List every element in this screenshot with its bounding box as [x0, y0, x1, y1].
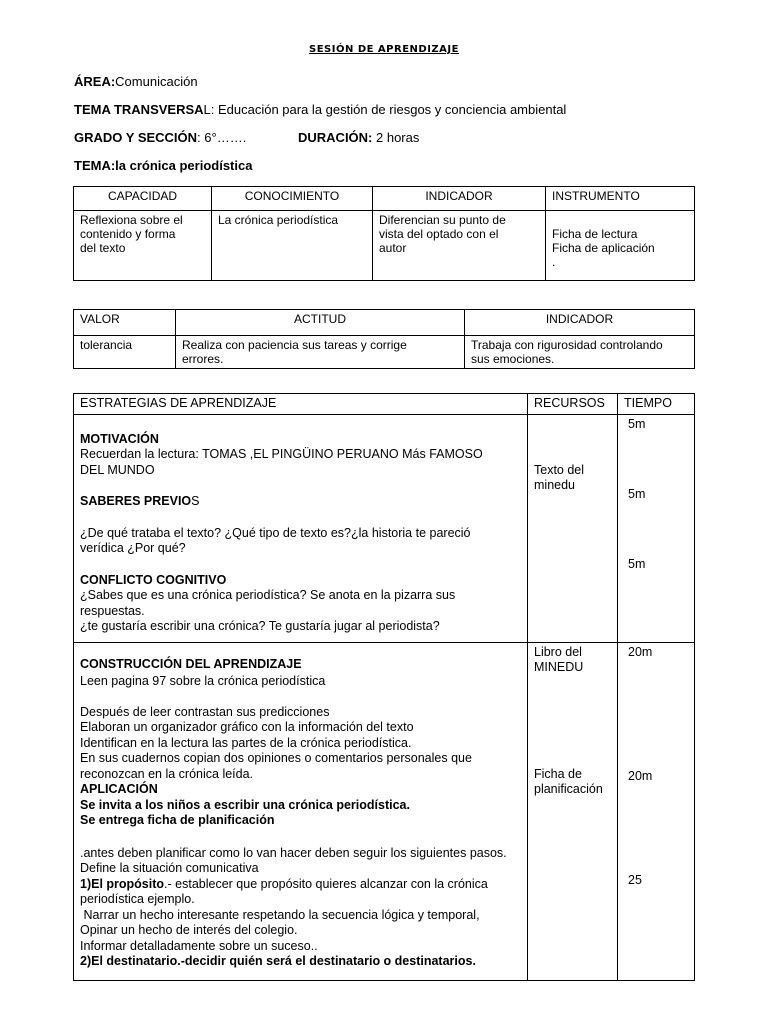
destinatario-line: 2)El destinatario.-decidir quién será el destinatario o destinatarios. — [80, 954, 476, 968]
conflicto-line: ¿te gustaría escribir una crónica? Te gustaría jugar al periodista? — [80, 619, 440, 633]
tema-label: TEMA: — [74, 158, 116, 173]
header-conocimiento: CONOCIMIENTO — [212, 187, 373, 211]
motivacion-line: DEL MUNDO — [80, 462, 155, 477]
antes-line: Define la situación comunicativa — [80, 861, 259, 875]
indicador2-line: Trabaja con rigurosidad controlando — [471, 338, 663, 352]
cell-capacidad — [74, 211, 212, 281]
proposito-text-line: Narrar un hecho interesante respetando la secuencia lógica y temporal, — [80, 907, 480, 922]
cell-indicador-2 — [465, 336, 695, 369]
motivacion-line: Recuerdan la lectura: TOMAS ,EL PINGÜINO PERUANO Más FAMOSO — [80, 447, 483, 461]
grado-value: : 6°……. — [197, 130, 247, 145]
despues-line: Identifican en la lectura las partes de la crónica periodística. — [80, 735, 412, 750]
area-value: Comunicación — [115, 74, 198, 89]
proposito-text-line: periodística ejemplo. — [80, 892, 195, 906]
area-line — [74, 74, 198, 89]
saberes-line: verídica ¿Por qué? — [80, 541, 186, 555]
instrumento-line: Ficha de aplicación — [552, 241, 655, 255]
despues-line: Elaboran un organizador gráfico con la información del texto — [80, 720, 414, 734]
proposito-rest: .- establecer que propósito quieres alcanzar con la crónica — [164, 876, 488, 891]
duracion-label: DURACIÓN: — [298, 130, 373, 145]
header-capacidad: CAPACIDAD — [74, 187, 212, 211]
proposito-bold: 1)El propósito — [80, 876, 165, 891]
motivacion-heading: MOTIVACIÓN — [80, 431, 159, 446]
capacidad-line: contenido y forma — [80, 227, 176, 241]
cell-indicador — [373, 211, 546, 281]
conocimiento-text: La crónica periodística — [218, 213, 339, 227]
saberes-heading — [80, 494, 521, 510]
aplicacion-line: Se entrega ficha de planificación — [80, 813, 275, 827]
tema-line — [74, 158, 252, 173]
recursos2-line: planificación — [534, 782, 603, 796]
cell-tiempo-2 — [618, 642, 695, 980]
saberes-heading-rest: S — [191, 494, 200, 508]
conflicto-line: ¿Sabes que es una crónica periodística? Se anota en la pizarra sus — [80, 588, 456, 602]
construccion-heading: CONSTRUCCIÓN DEL APRENDIZAJE — [80, 656, 302, 671]
antes-line: .antes deben planificar como lo van hacer deben seguir los siguientes pasos. — [80, 845, 507, 860]
recursos2-line: MINEDU — [534, 660, 584, 674]
cell-instrumento — [546, 211, 695, 281]
tema-value: la crónica periodística — [115, 158, 253, 173]
header-valor: VALOR — [74, 310, 176, 336]
header-indicador: INDICADOR — [373, 187, 546, 211]
header-instrumento: INSTRUMENTO — [546, 187, 695, 211]
tiempo-value: 5m — [628, 487, 646, 501]
header-actitud: ACTITUD — [176, 310, 465, 336]
actitud-line: errores. — [182, 352, 224, 366]
cell-estrategias-1 — [74, 414, 528, 642]
cell-recursos-1 — [528, 414, 618, 642]
cell-recursos-2 — [528, 642, 618, 980]
instrumento-line: . — [552, 255, 556, 269]
cell-valor — [74, 336, 176, 369]
capacidad-line: del texto — [80, 241, 126, 255]
tiempo2-value: 20m — [628, 769, 653, 783]
proposito-text-line: Informar detalladamente sobre un suceso.. — [80, 938, 318, 953]
valor-table — [73, 309, 695, 369]
capacidad-table — [73, 186, 695, 281]
conflicto-line: respuestas. — [80, 603, 145, 618]
indicador2-line: sus emociones. — [471, 352, 555, 366]
despues-line: En sus cuadernos copian dos opiniones o comentarios personales que — [80, 751, 472, 765]
tiempo-value: 5m — [628, 556, 646, 571]
indicador-line: vista del optado con el — [379, 227, 499, 241]
proposito-line — [80, 877, 521, 893]
aplicacion-line: Se invita a los niños a escribir una crónica periodística. — [80, 797, 410, 812]
grado-label: GRADO Y SECCIÓN — [74, 130, 198, 145]
construccion-line: Leen pagina 97 sobre la crónica periodística — [80, 674, 326, 688]
actitud-line: Realiza con paciencia sus tareas y corrige — [182, 338, 407, 352]
valor-text: tolerancia — [80, 338, 133, 352]
recursos-line: minedu — [534, 478, 575, 492]
aplicacion-heading: APLICACIÓN — [80, 782, 158, 796]
tiempo-value: 5m — [628, 416, 646, 431]
saberes-line: ¿De qué trataba el texto? ¿Qué tipo de texto es?¿la historia te pareció — [80, 525, 471, 540]
despues-line: Después de leer contrastan sus predicciones — [80, 704, 330, 719]
tema-transversal-value: L: Educación para la gestión de riesgos y conciencia ambiental — [203, 102, 567, 117]
capacidad-line: Reflexiona sobre el — [80, 213, 183, 227]
tiempo2-value: 20m — [628, 644, 653, 659]
estrategias-table — [73, 393, 695, 981]
duracion-line — [298, 130, 419, 145]
tema-transversal-line — [74, 102, 566, 117]
header-recursos: RECURSOS — [528, 394, 618, 415]
grado-line — [74, 130, 246, 145]
area-label: ÁREA: — [74, 74, 116, 89]
recursos2-line: Ficha de — [534, 766, 582, 781]
recursos2-line: Libro del — [534, 644, 582, 659]
cell-conocimiento — [212, 211, 373, 281]
despues-line: reconozcan en la crónica leída. — [80, 766, 254, 781]
proposito-text-line: Opinar un hecho de interés del colegio. — [80, 923, 298, 937]
instrumento-line: Ficha de lectura — [552, 227, 638, 241]
tema-transversal-label: TEMA TRANSVERSA — [74, 102, 204, 117]
conflicto-heading: CONFLICTO COGNITIVO — [80, 572, 227, 587]
saberes-heading-bold: SABERES PREVIO — [80, 494, 192, 508]
cell-actitud — [176, 336, 465, 369]
indicador-line: autor — [379, 241, 407, 255]
indicador-line: Diferencian su punto de — [379, 213, 506, 227]
header-tiempo: TIEMPO — [618, 394, 695, 415]
tiempo2-value: 25 — [628, 872, 642, 887]
header-estrategias: ESTRATEGIAS DE APRENDIZAJE — [74, 394, 528, 415]
cell-tiempo-1 — [618, 414, 695, 642]
cell-estrategias-2 — [74, 642, 528, 980]
document-title: SESIÓN DE APRENDIZAJE — [309, 44, 459, 55]
duracion-value: 2 horas — [372, 130, 420, 145]
recursos-line: Texto del — [534, 462, 585, 477]
header-indicador-2: INDICADOR — [465, 310, 695, 336]
